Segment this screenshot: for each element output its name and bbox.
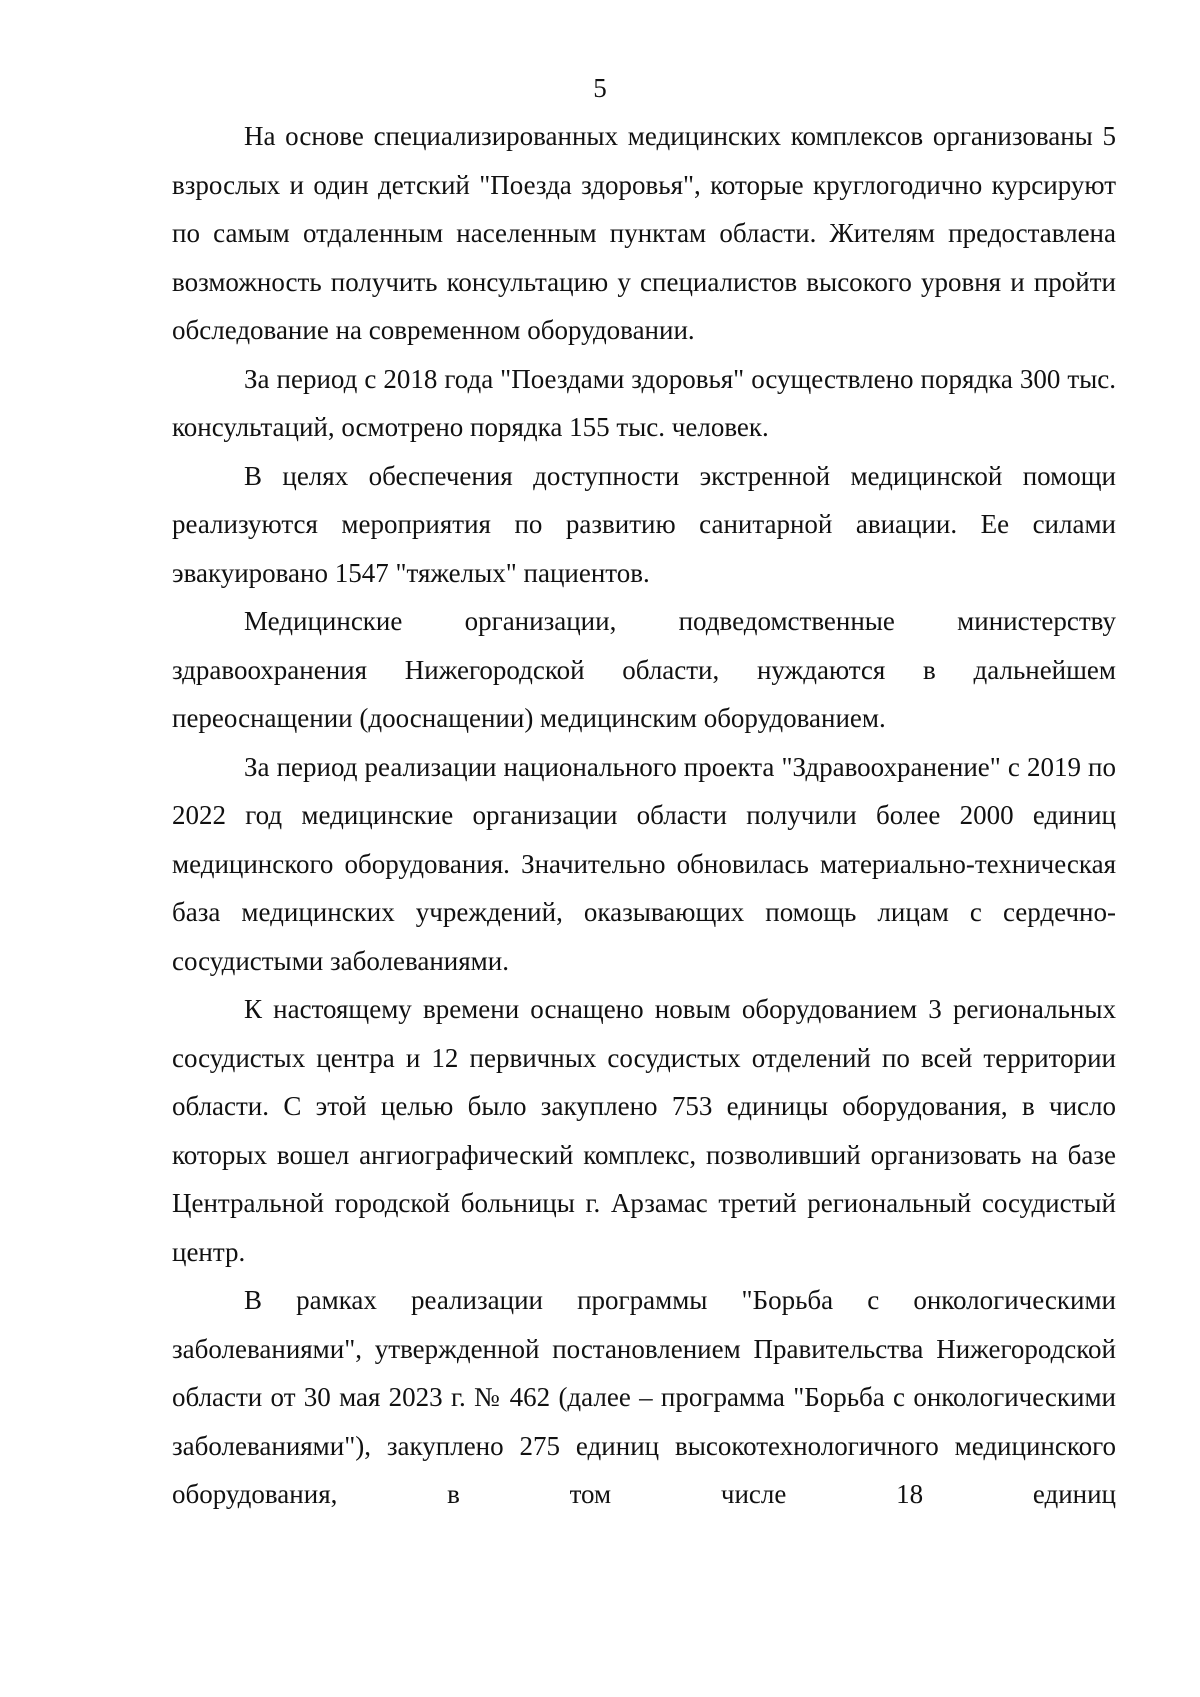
paragraph-national-project: За период реализации национального проекта "Здравоохранение" с 2019 по 2022 год медицинские организации области получили более 2000 единиц медицинского оборудования. Значительно обновилась материально-техническая база медицинских учреждений, оказывающих помощь лицам с сердечно-сосудистыми заболеваниями. [172,751,1116,976]
document-body [172,112,1116,1519]
paragraph-equipment-need: Медицинские организации, подведомственные министерству здравоохранения Нижегородской области, нуждаются в дальнейшем переоснащении (дооснащении) медицинским оборудованием. [172,606,1116,733]
page-number: 5 [593,73,607,103]
paragraph-oncology-program: В рамках реализации программы "Борьба с онкологическими заболеваниями", утвержденной постановлением Правительства Нижегородской области от 30 мая 2023 г. № 462 (далее – программа "Борьба с онкологическими заболеваниями"), закуплено 275 единиц высокотехнологичного медицинского оборудования, в том числе 18 единиц [172,1285,1116,1509]
paragraph-vascular-centers: К настоящему времени оснащено новым оборудованием 3 региональных сосудистых центра и 12 первичных сосудистых отделений по всей территории области. С этой целью было закуплено 753 единицы оборудования, в число которых вошел ангиографический комплекс, позволивший организовать на базе Центральной городской больницы г. Арзамас третий региональный сосудистый центр. [172,994,1116,1267]
paragraph-air-ambulance: В целях обеспечения доступности экстренной медицинской помощи реализуются мероприятия по развитию санитарной авиации. Ее силами эвакуировано 1547 "тяжелых" пациентов. [172,460,1116,588]
paragraph-health-trains: На основе специализированных медицинских комплексов организованы 5 взрослых и один детский "Поезда здоровья", которые круглогодично курсируют по самым отдаленным населенным пунктам области. Жителям предоставлена возможность получить консультацию у специалистов высокого уровня и пройти обследование на современном оборудовании. [172,121,1116,345]
paragraph-consultations: За период с 2018 года "Поездами здоровья" осуществлено порядка 300 тыс. консультаций, осмотрено порядка 155 тыс. человек. [172,363,1116,442]
